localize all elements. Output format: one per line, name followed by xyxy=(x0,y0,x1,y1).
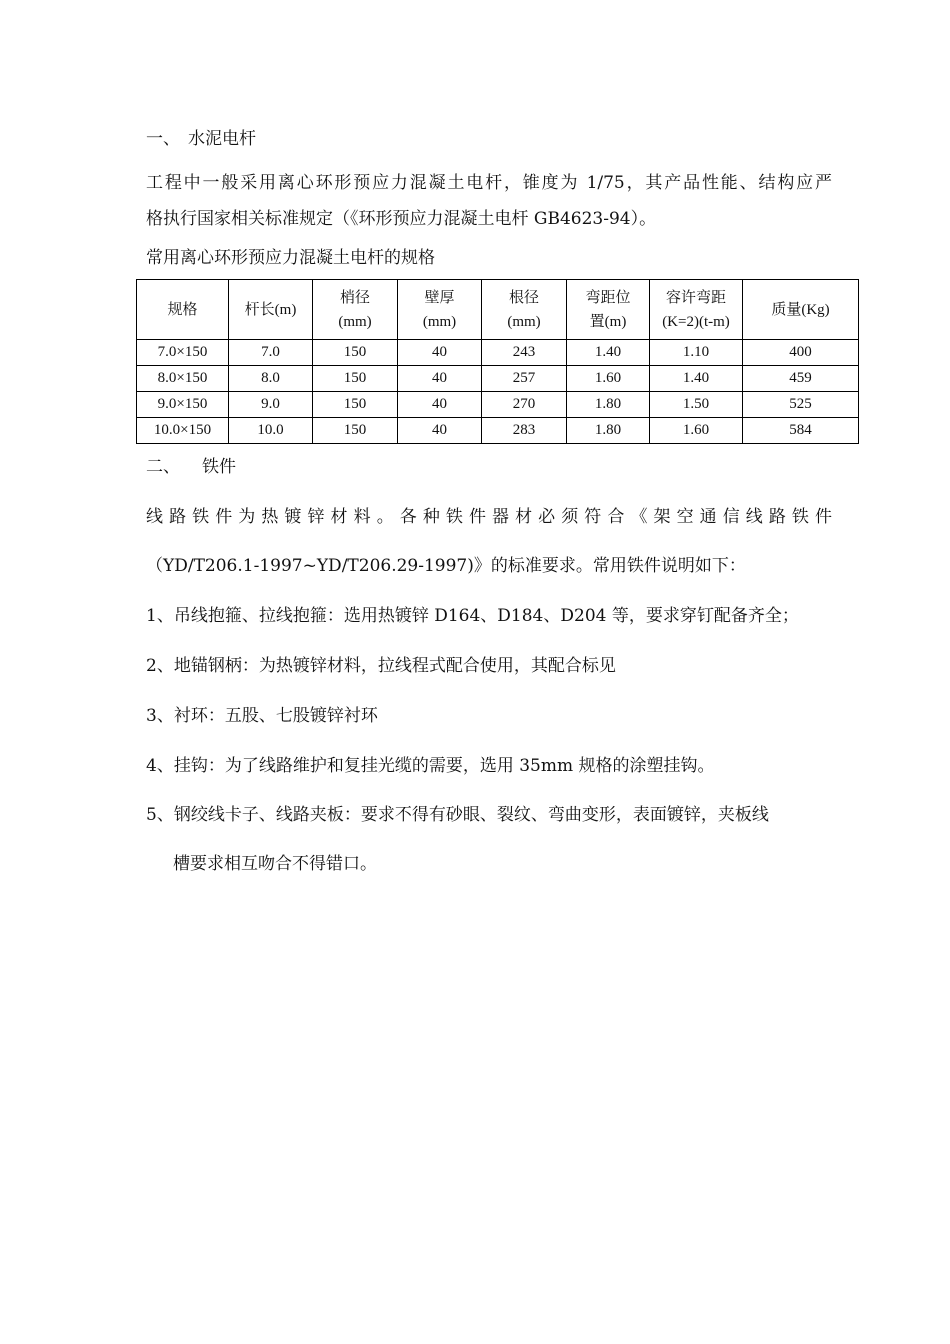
table-cell: 8.0×150 xyxy=(137,366,229,392)
table-caption: 常用离心环形预应力混凝土电杆的规格 xyxy=(146,248,435,268)
table-cell: 1.80 xyxy=(567,418,650,444)
header-length: 杆长(m) xyxy=(229,280,313,340)
section2-number: 二、 xyxy=(146,457,180,477)
table-cell: 525 xyxy=(743,392,859,418)
list-item: 3、衬环：五股、七股镀锌衬环 xyxy=(146,706,378,726)
table-cell: 7.0 xyxy=(229,340,313,366)
table-cell: 243 xyxy=(482,340,567,366)
header-moment-position: 弯距位 置(m) xyxy=(567,280,650,340)
table-cell: 10.0 xyxy=(229,418,313,444)
header-top-diameter: 梢径 (mm) xyxy=(313,280,398,340)
table-cell: 1.50 xyxy=(650,392,743,418)
table-cell: 150 xyxy=(313,366,398,392)
table-cell: 1.40 xyxy=(567,340,650,366)
table-cell: 400 xyxy=(743,340,859,366)
table-cell: 150 xyxy=(313,418,398,444)
table-cell: 1.60 xyxy=(650,418,743,444)
section1-number: 一、 xyxy=(146,129,180,149)
table-row xyxy=(137,366,859,392)
table-cell: 8.0 xyxy=(229,366,313,392)
table-cell: 40 xyxy=(398,340,482,366)
table-cell: 270 xyxy=(482,392,567,418)
table-cell: 584 xyxy=(743,418,859,444)
header-mass: 质量(Kg) xyxy=(743,280,859,340)
table-cell: 283 xyxy=(482,418,567,444)
table-cell: 10.0×150 xyxy=(137,418,229,444)
section1-paragraph-line2: 格执行国家相关标准规定（《环形预应力混凝土电杆 GB4623-94）。 xyxy=(146,209,657,229)
table-cell: 1.10 xyxy=(650,340,743,366)
table-cell: 150 xyxy=(313,340,398,366)
table-cell: 7.0×150 xyxy=(137,340,229,366)
list-item: 5、钢绞线卡子、线路夹板：要求不得有砂眼、裂纹、弯曲变形，表面镀锌，夹板线 xyxy=(146,805,769,825)
header-spec: 规格 xyxy=(137,280,229,340)
section2-paragraph-line2: （YD/T206.1-1997~YD/T206.29-1997)》的标准要求。常用铁件说明如下： xyxy=(146,556,746,576)
table-cell: 9.0×150 xyxy=(137,392,229,418)
header-allowable-moment: 容许弯距 (K=2)(t-m) xyxy=(650,280,743,340)
section2-heading xyxy=(146,456,236,478)
section2-title: 铁件 xyxy=(202,457,236,477)
table-row xyxy=(137,340,859,366)
header-wall-thickness: 壁厚 (mm) xyxy=(398,280,482,340)
table-cell: 9.0 xyxy=(229,392,313,418)
table-row xyxy=(137,418,859,444)
list-item: 2、地锚钢柄：为热镀锌材料，拉线程式配合使用，其配合标见 xyxy=(146,656,616,676)
list-item-continuation: 槽要求相互吻合不得错口。 xyxy=(173,854,377,874)
section1-title: 水泥电杆 xyxy=(188,129,256,149)
header-root-diameter: 根径 (mm) xyxy=(482,280,567,340)
section1-heading xyxy=(146,128,256,150)
table-cell: 40 xyxy=(398,392,482,418)
pole-spec-table xyxy=(136,279,859,444)
list-item: 4、挂钩：为了线路维护和复挂光缆的需要，选用 35mm 规格的涂塑挂钩。 xyxy=(146,756,715,776)
table-cell: 40 xyxy=(398,366,482,392)
table-cell: 1.80 xyxy=(567,392,650,418)
table-header-row xyxy=(137,280,859,340)
section1-paragraph-line1: 工程中一般采用离心环形预应力混凝土电杆，锥度为 1/75，其产品性能、结构应严 xyxy=(146,173,832,193)
table-cell: 1.60 xyxy=(567,366,650,392)
table-cell: 40 xyxy=(398,418,482,444)
table-cell: 1.40 xyxy=(650,366,743,392)
table-cell: 257 xyxy=(482,366,567,392)
table-cell: 459 xyxy=(743,366,859,392)
table-row xyxy=(137,392,859,418)
section2-paragraph-line1: 线路铁件为热镀锌材料。各种铁件器材必须符合《架空通信线路铁件 xyxy=(146,507,832,527)
list-item: 1、吊线抱箍、拉线抱箍：选用热镀锌 D164、D184、D204 等，要求穿钉配备齐全； xyxy=(146,606,799,626)
table-cell: 150 xyxy=(313,392,398,418)
